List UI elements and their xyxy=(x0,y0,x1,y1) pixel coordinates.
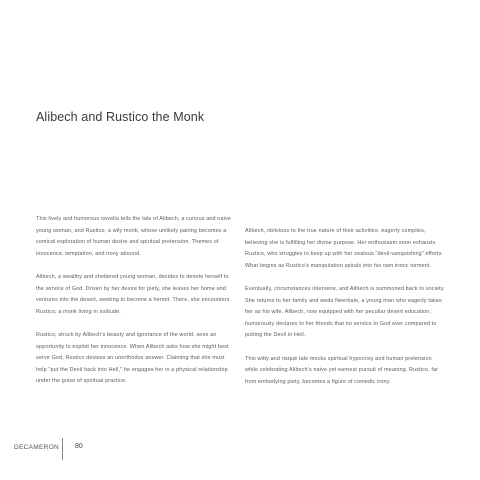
right-paragraph-3: This witty and risqué tale mocks spiritual hypocrisy and human pretension while celebrating Alibech's naive yet earnest pursuit of meaning. Rustico, far from embodying piety, becomes a figure of comedic irony. xyxy=(245,355,439,385)
left-paragraph-2: Alibech, a wealthy and sheltered young woman, decides to devote herself to the service of God. Driven by her desire for piety, she leaves her home and ventures into the desert, seeking to become a hermit. There, she encounters Rustico, a monk living in solitude. xyxy=(36,273,230,315)
left-column xyxy=(36,214,236,400)
right-column xyxy=(245,226,445,400)
footer-divider xyxy=(62,438,63,460)
left-paragraph-1: This lively and humorous novella tells the tale of Alibech, a curious and naive young woman, and Rustico, a wily monk, whose unlikely pairing becomes a comical exploration of human desire and spiritual pretension. Themes of innocence, temptation, and irony abound. xyxy=(36,216,231,257)
left-paragraph-3: Rustico, struck by Alibech's beauty and ignorance of the world, sees an opportunity to exploit her innocence. When Alibech asks how she might best serve God, Rustico devises an unorthodox answer. Claiming that she must help "put the Devil back into Hell," he engages her in a physical relationship under the guise of spiritual practice. xyxy=(36,331,229,385)
page-title: Alibech and Rustico the Monk xyxy=(36,110,205,124)
right-paragraph-1: Alibech, oblivious to the true nature of their activities, eagerly complies, believing she is fulfilling her divine purpose. Her enthusiasm soon exhausts Rustico, who struggles to keep up with her zealous "devil-vanquishing" efforts. What begins as Rustico's manipulation spirals into his own ironic torment. xyxy=(245,228,444,269)
footer-section-label: DECAMERON xyxy=(14,444,59,451)
page-number: 80 xyxy=(75,443,83,450)
page-footer xyxy=(0,438,480,468)
right-paragraph-2: Eventually, circumstances intervene, and Alibech is summoned back to society. She returns to her family and weds Neerbale, a young man who eagerly takes her as his wife. Alibech, now equipped with her peculiar desert education, humorously declares to her friends that no service to God ever compared to putting the Devil in Hell. xyxy=(245,285,445,339)
